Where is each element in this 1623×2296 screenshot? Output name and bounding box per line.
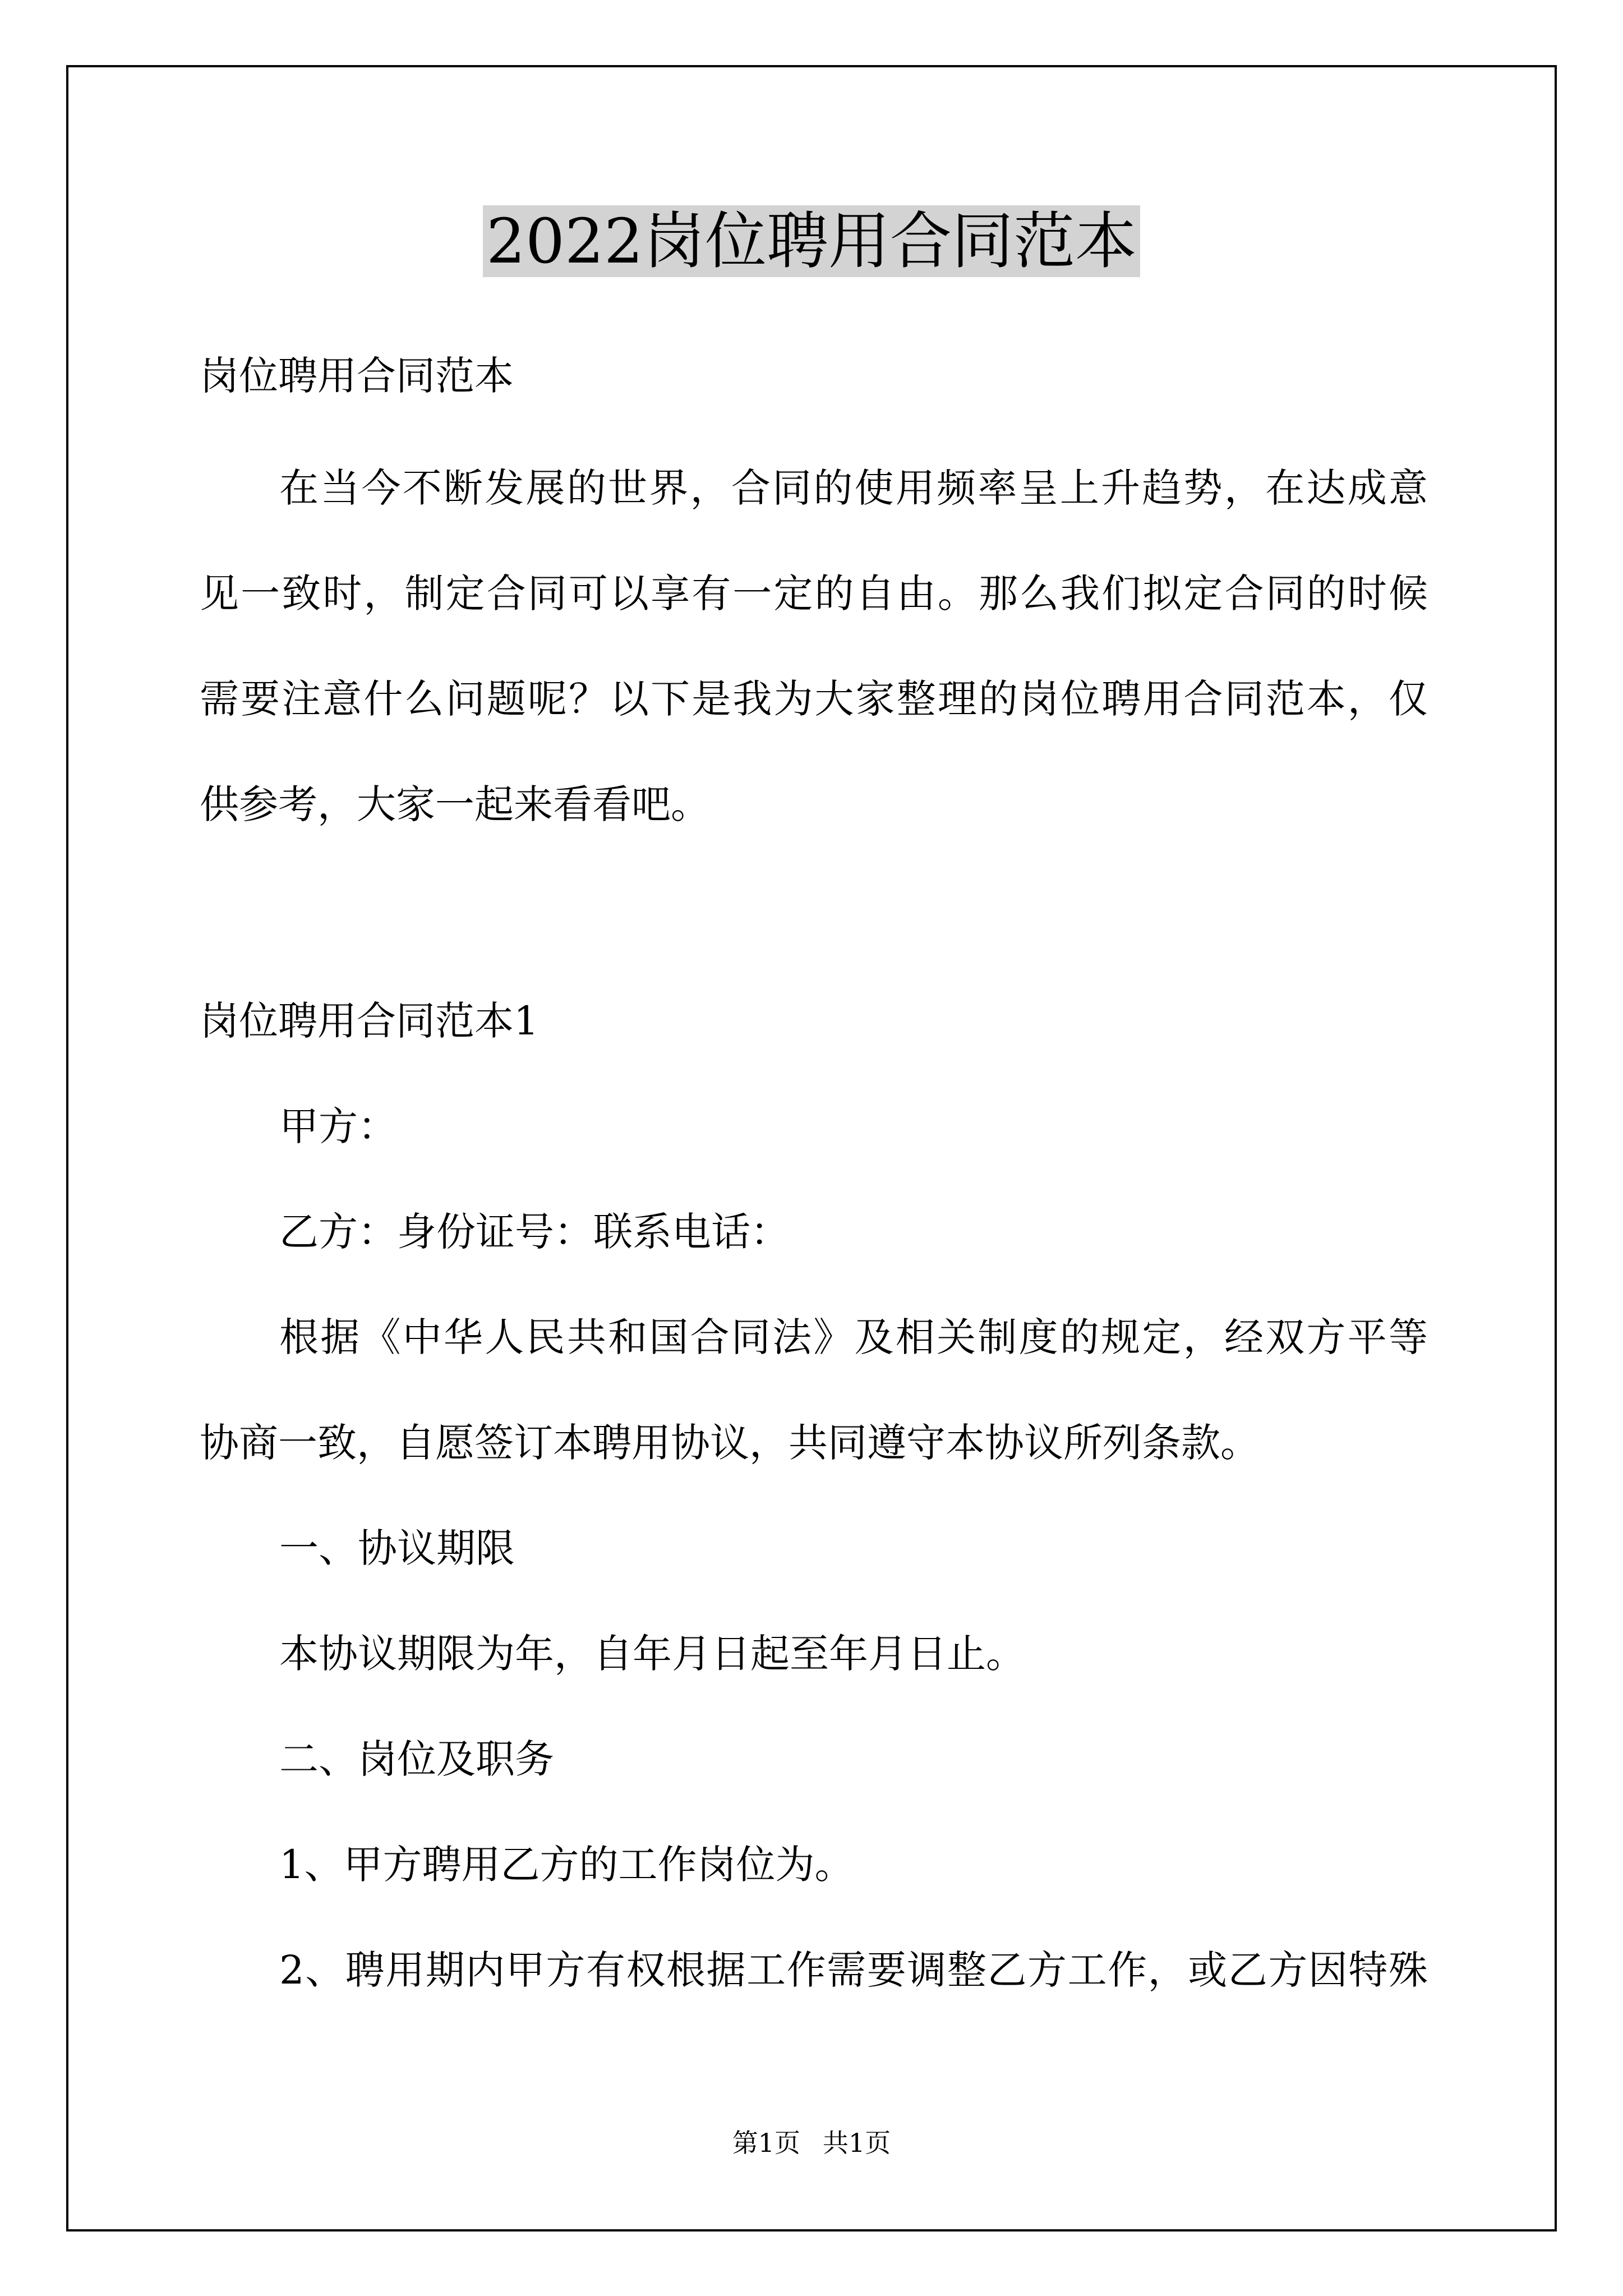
- document-title: [0, 199, 1623, 283]
- page-footer: [0, 2126, 1623, 2160]
- clause-line: 1、甲方聘用乙方的工作岗位为。: [279, 1842, 854, 1888]
- clause-heading: 一、协议期限: [279, 1525, 515, 1571]
- paragraph-line: 需要注意什么问题呢？以下是我为大家整理的岗位聘用合同范本，仅: [200, 676, 1428, 722]
- paragraph-line: 根据《中华人民共和国合同法》及相关制度的规定，经双方平等: [279, 1314, 1428, 1360]
- section-heading: 岗位聘用合同范本: [200, 353, 514, 399]
- party-b-line: 乙方：身份证号：联系电话：: [279, 1209, 790, 1255]
- party-a-line: 甲方：: [279, 1103, 397, 1149]
- clause-heading: 二、岗位及职务: [279, 1736, 554, 1782]
- clause-line: 本协议期限为年，自年月日起至年月日止。: [279, 1631, 1025, 1677]
- page-number-current: 第1页: [732, 2128, 800, 2158]
- paragraph-line: 供参考，大家一起来看看吧。: [200, 781, 710, 827]
- section-heading: 岗位聘用合同范本1: [200, 998, 539, 1044]
- document-title-text: 2022岗位聘用合同范本: [483, 205, 1140, 277]
- paragraph-line: 见一致时，制定合同可以享有一定的自由。那么我们拟定合同的时候: [200, 570, 1428, 616]
- paragraph-line: 在当今不断发展的世界，合同的使用频率呈上升趋势，在达成意: [279, 465, 1428, 511]
- clause-line: 2、聘用期内甲方有权根据工作需要调整乙方工作，或乙方因特殊: [279, 1947, 1428, 1993]
- page-number-total: 共1页: [823, 2128, 891, 2158]
- paragraph-line: 协商一致，自愿签订本聘用协议，共同遵守本协议所列条款。: [200, 1420, 1260, 1466]
